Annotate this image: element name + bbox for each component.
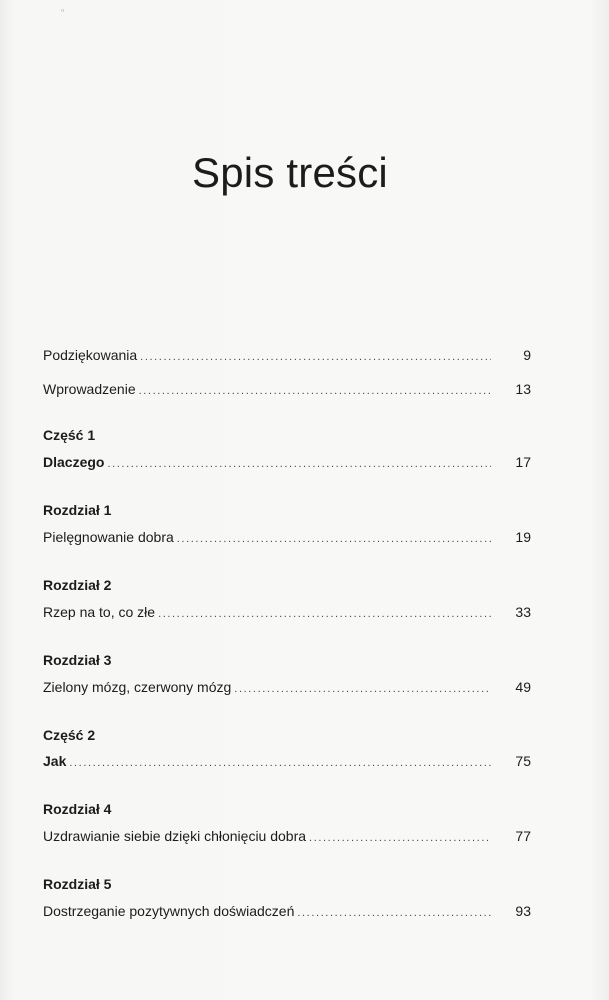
toc-entry-label: Wprowadzenie: [43, 381, 136, 397]
toc-entry-chapter1: [43, 527, 531, 547]
toc-part-heading: Część 1: [43, 427, 96, 443]
toc-leader-dots: [297, 903, 491, 923]
toc-entry-chapter3: [43, 677, 531, 697]
toc-page-number: 75: [515, 753, 531, 769]
toc-leader-dots: [234, 679, 491, 699]
toc-page-number: 49: [515, 679, 531, 695]
toc-chapter-heading: Rozdział 5: [43, 876, 112, 892]
toc-entry-acknowledgements: [43, 345, 531, 365]
toc-entry-introduction: [43, 379, 531, 399]
toc-leader-dots: [158, 604, 491, 624]
toc-page-number: 19: [515, 529, 531, 545]
toc-entry-label: Rzep na to, co złe: [43, 604, 156, 620]
toc-leader-dots: [309, 828, 491, 848]
toc-entry-chapter5: [43, 901, 531, 921]
toc-page-number: 9: [523, 347, 531, 363]
toc-entry-label: Podziękowania: [43, 347, 138, 363]
toc-leader-dots: [69, 753, 491, 773]
toc-leader-dots: [140, 347, 491, 367]
toc-part-heading: Część 2: [43, 727, 96, 743]
toc-chapter-heading: Rozdział 2: [43, 577, 112, 593]
toc-chapter-heading: Rozdział 4: [43, 801, 112, 817]
toc-page-number: 17: [515, 454, 531, 470]
page-title: Spis treści: [192, 149, 388, 196]
toc-entry-part2: [43, 751, 531, 771]
toc-page-number: 77: [515, 828, 531, 844]
toc-entry-label: Zielony mózg, czerwony mózg: [43, 679, 232, 695]
toc-entry-label: Uzdrawianie siebie dzięki chłonięciu dobra: [43, 828, 307, 844]
page-corner-mark: ⁿ: [61, 6, 65, 16]
toc-entry-label: Jak: [43, 753, 67, 769]
toc-leader-dots: [139, 381, 491, 401]
toc-chapter-heading: Rozdział 1: [43, 502, 112, 518]
toc-entry-chapter4: [43, 826, 531, 846]
toc-page-number: 13: [515, 381, 531, 397]
toc-entry-part1: [43, 452, 531, 472]
toc-entry-chapter2: [43, 602, 531, 622]
toc-entry-label: Dlaczego: [43, 454, 105, 470]
toc-leader-dots: [177, 529, 491, 549]
toc-entry-label: Dostrzeganie pozytywnych doświadczeń: [43, 903, 295, 919]
toc-entry-label: Pielęgnowanie dobra: [43, 529, 174, 545]
toc-leader-dots: [107, 454, 491, 474]
toc-page-number: 93: [515, 903, 531, 919]
toc-chapter-heading: Rozdział 3: [43, 652, 112, 668]
toc-page-number: 33: [515, 604, 531, 620]
